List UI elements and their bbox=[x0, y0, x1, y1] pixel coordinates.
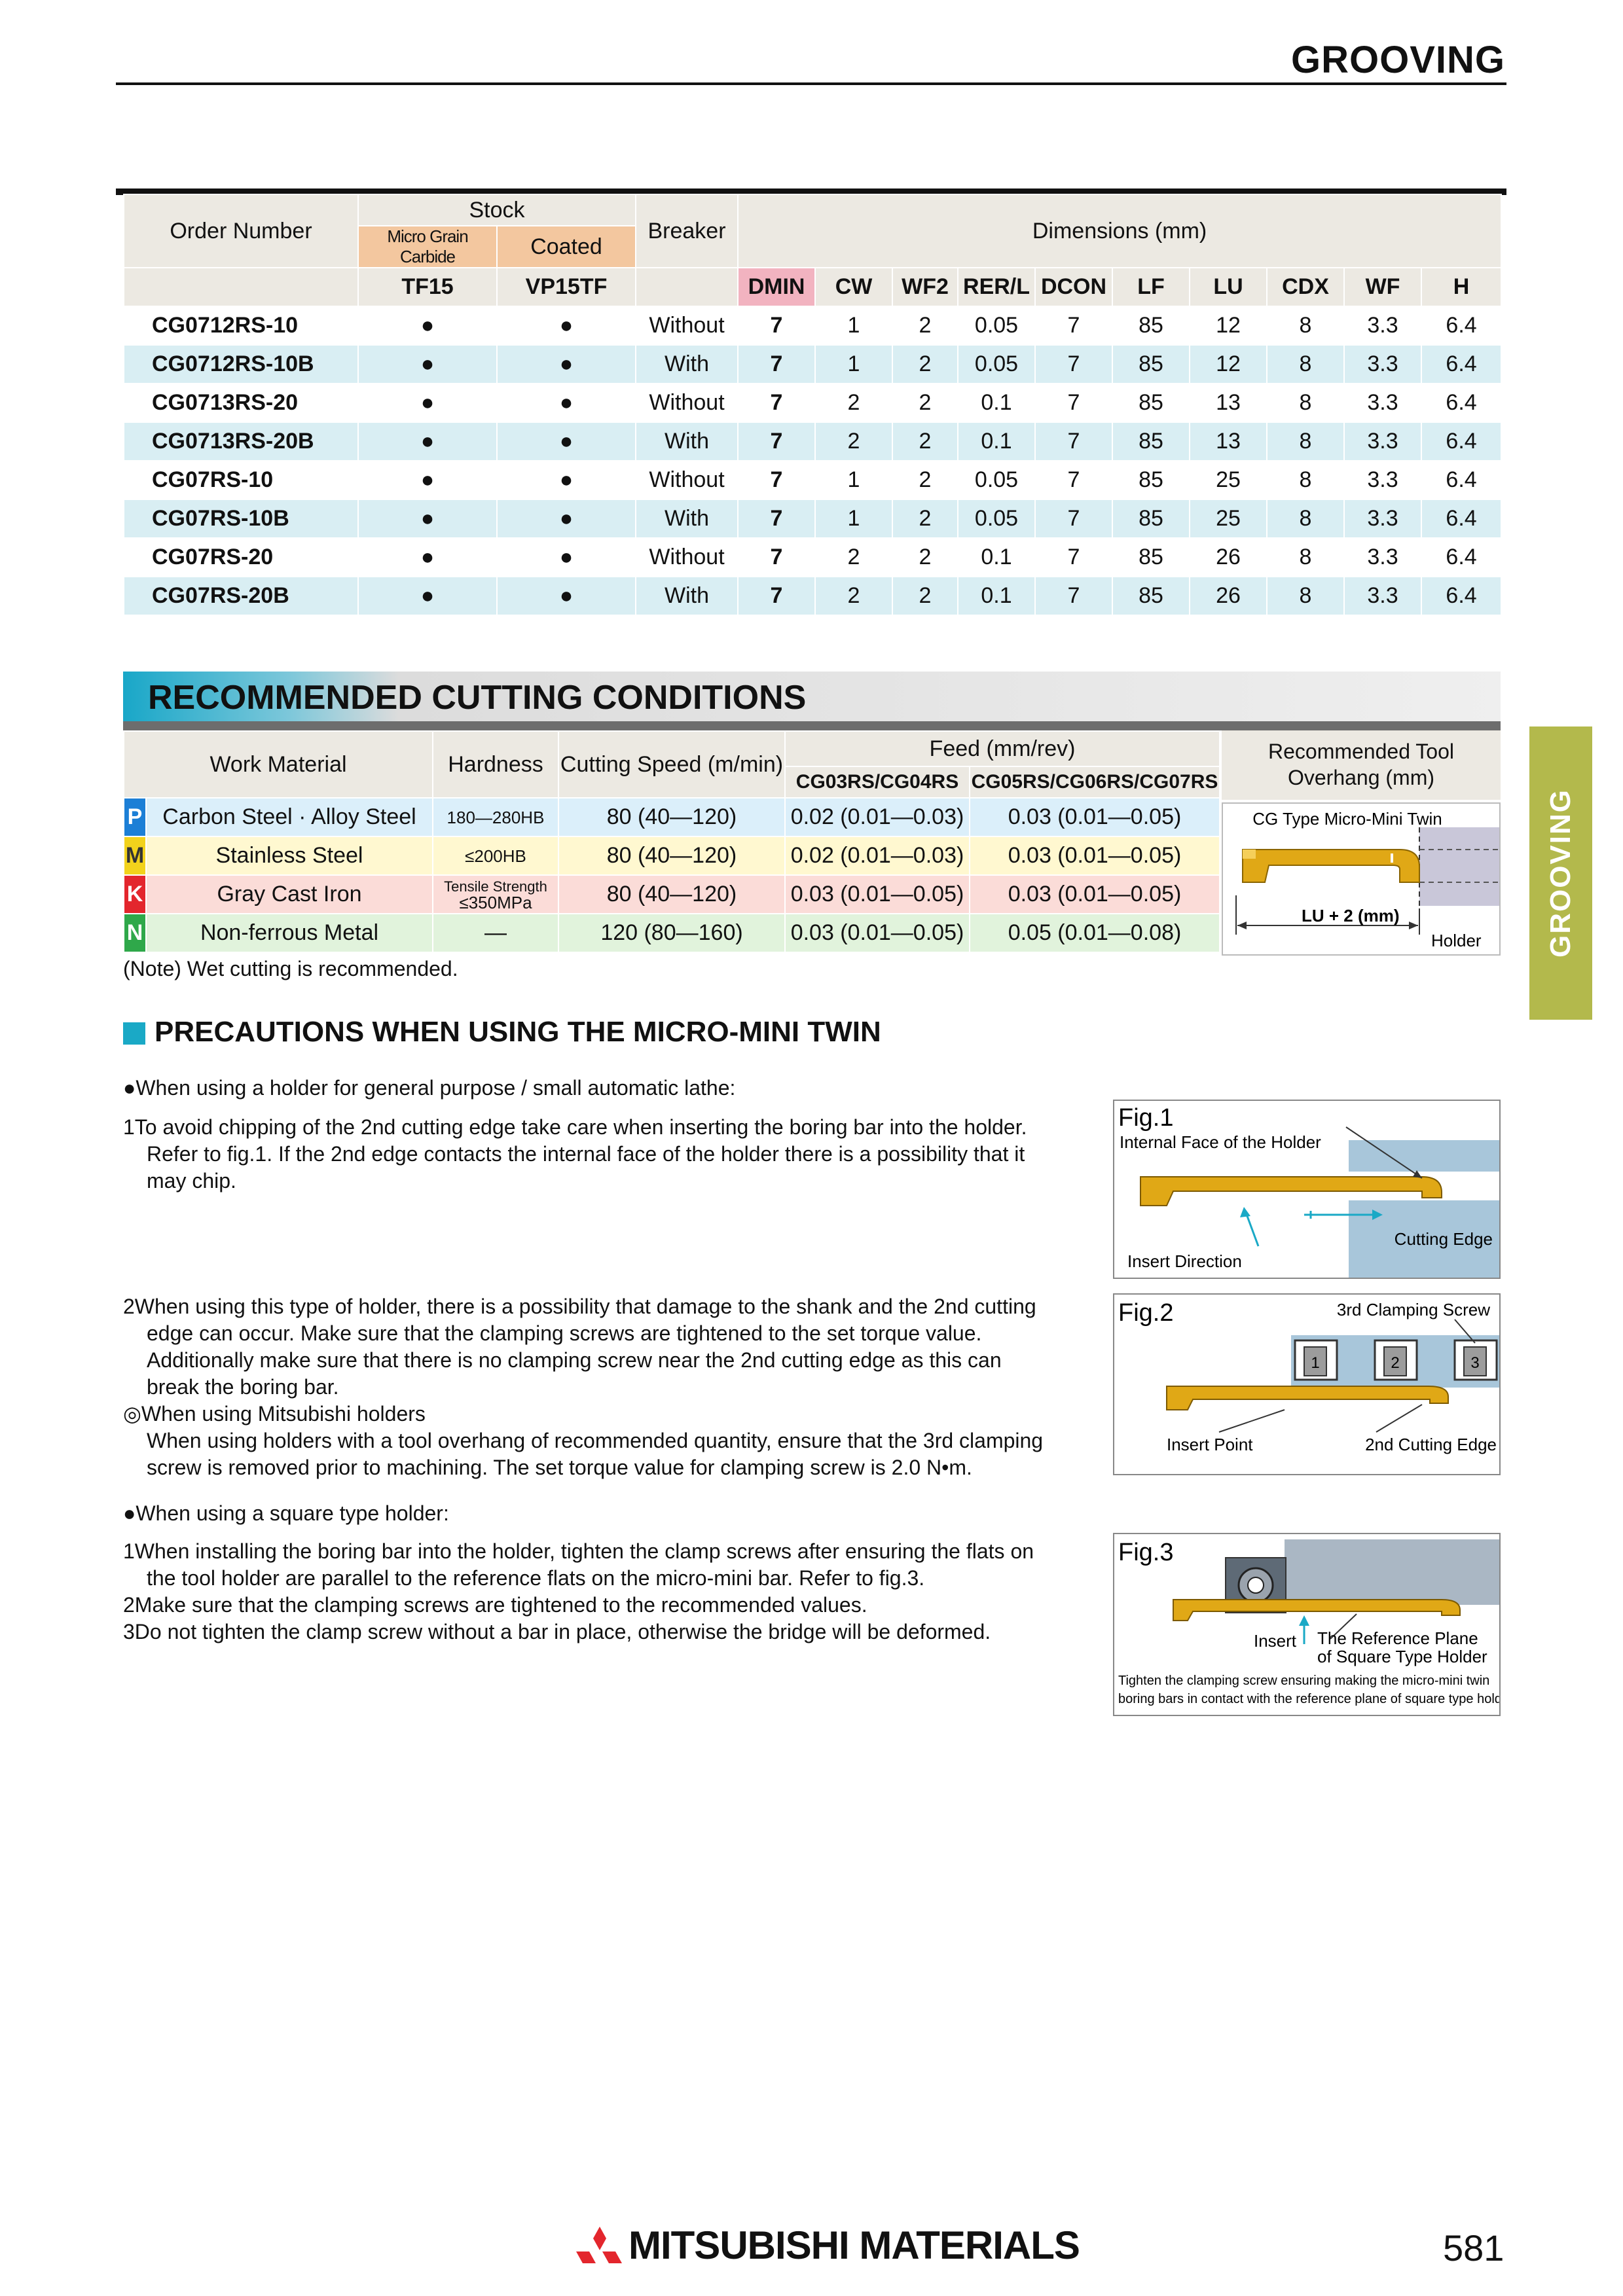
lf-cell: 85 bbox=[1112, 345, 1190, 384]
dcon-cell: 7 bbox=[1035, 306, 1112, 345]
bullet-square-holder: ●When using a square type holder: bbox=[123, 1501, 449, 1525]
order-number-cell: CG07RS-10 bbox=[124, 461, 358, 499]
breaker-cell: Without bbox=[636, 538, 738, 577]
cw-cell: 1 bbox=[815, 461, 892, 499]
table-row bbox=[124, 384, 1501, 422]
section-rule bbox=[123, 721, 1501, 730]
tf15-cell: ● bbox=[358, 577, 497, 615]
wf2-cell: 2 bbox=[892, 422, 958, 461]
product-table bbox=[123, 194, 1502, 616]
mitsubishi-logo-icon bbox=[576, 2227, 623, 2267]
tf15-cell: ● bbox=[358, 345, 497, 384]
dmin-cell: 7 bbox=[738, 345, 815, 384]
header-rule bbox=[116, 82, 1506, 85]
square-holder bbox=[1285, 1539, 1499, 1605]
cutting-conditions-title: RECOMMENDED CUTTING CONDITIONS bbox=[148, 679, 807, 717]
cdx-cell: 8 bbox=[1267, 461, 1344, 499]
wf2-cell: 2 bbox=[892, 345, 958, 384]
cutting-edge-label: Cutting Edge bbox=[1394, 1229, 1493, 1249]
cw-cell: 2 bbox=[815, 538, 892, 577]
table-row bbox=[124, 345, 1501, 384]
lf-cell: 85 bbox=[1112, 538, 1190, 577]
lu-cell: 25 bbox=[1190, 461, 1267, 499]
cdx-cell: 8 bbox=[1267, 499, 1344, 538]
fig3-label: Fig.3 bbox=[1118, 1539, 1174, 1566]
dmin-cell: 7 bbox=[738, 384, 815, 422]
h-cell: 6.4 bbox=[1421, 422, 1501, 461]
header-cw: CW bbox=[815, 268, 892, 306]
cw-cell: 2 bbox=[815, 422, 892, 461]
lf-cell: 85 bbox=[1112, 422, 1190, 461]
cw-cell: 2 bbox=[815, 384, 892, 422]
wf-cell: 3.3 bbox=[1344, 306, 1421, 345]
table-row bbox=[124, 914, 1220, 952]
insert-point-label: Insert Point bbox=[1167, 1435, 1253, 1454]
text-line: edge can occur. Make sure that the clamping screws are tightened to the set torque value. bbox=[147, 1321, 982, 1345]
feed-a: 0.03 (0.01—0.05) bbox=[785, 914, 970, 952]
tf15-cell: ● bbox=[358, 461, 497, 499]
breaker-cell: With bbox=[636, 577, 738, 615]
h-cell: 6.4 bbox=[1421, 577, 1501, 615]
tf15-cell: ● bbox=[358, 384, 497, 422]
lu-cell: 13 bbox=[1190, 422, 1267, 461]
wf-cell: 3.3 bbox=[1344, 577, 1421, 615]
dcon-cell: 7 bbox=[1035, 461, 1112, 499]
wf2-cell: 2 bbox=[892, 384, 958, 422]
wf2-cell: 2 bbox=[892, 461, 958, 499]
vp15tf-cell: ● bbox=[497, 538, 636, 577]
second-edge-label: 2nd Cutting Edge bbox=[1365, 1435, 1497, 1454]
header-overhang: Recommended Tool Overhang (mm) bbox=[1222, 730, 1501, 800]
precaution-square bbox=[123, 1538, 1105, 1645]
hardness-line: ≤350MPa bbox=[459, 892, 532, 912]
header-feed-a: CG03RS/CG04RS bbox=[785, 766, 970, 798]
tf15-cell: ● bbox=[358, 499, 497, 538]
cdx-cell: 8 bbox=[1267, 345, 1344, 384]
table-row bbox=[124, 875, 1220, 914]
header-dimensions: Dimensions (mm) bbox=[738, 194, 1501, 268]
iso-badge-m: M bbox=[124, 836, 146, 875]
header-breaker: Breaker bbox=[636, 194, 738, 268]
work-material: Gray Cast Iron bbox=[146, 875, 433, 914]
table-row bbox=[124, 499, 1501, 538]
vp15tf-cell: ● bbox=[497, 306, 636, 345]
lu-cell: 13 bbox=[1190, 384, 1267, 422]
hardness-line: Tensile Strength bbox=[444, 878, 547, 895]
order-number-cell: CG0712RS-10 bbox=[124, 306, 358, 345]
fig1-label: Fig.1 bbox=[1118, 1104, 1174, 1132]
vp15tf-cell: ● bbox=[497, 577, 636, 615]
h-cell: 6.4 bbox=[1421, 345, 1501, 384]
breaker-cell: With bbox=[636, 422, 738, 461]
page-number: 581 bbox=[1443, 2227, 1504, 2269]
feed-a: 0.03 (0.01—0.05) bbox=[785, 875, 970, 914]
header-wf2: WF2 bbox=[892, 268, 958, 306]
wf2-cell: 2 bbox=[892, 306, 958, 345]
order-number-cell: CG0712RS-10B bbox=[124, 345, 358, 384]
text-line: Additionally make sure that there is no clamping screw near the 2nd cutting edge as this can bbox=[147, 1348, 1002, 1372]
cutting-speed: 80 (40—120) bbox=[558, 798, 785, 836]
breaker-cell: Without bbox=[636, 461, 738, 499]
header-lf: LF bbox=[1112, 268, 1190, 306]
table-row bbox=[124, 306, 1501, 345]
breaker-cell: Without bbox=[636, 306, 738, 345]
header-h: H bbox=[1421, 268, 1501, 306]
figure-2 bbox=[1113, 1293, 1501, 1475]
header-rer: RER/L bbox=[958, 268, 1035, 306]
header-dmin: DMIN bbox=[738, 268, 815, 306]
rer-cell: 0.1 bbox=[958, 422, 1035, 461]
insert-direction-label: Insert Direction bbox=[1127, 1251, 1242, 1271]
bullet-general-holder: ●When using a holder for general purpose / small automatic lathe: bbox=[123, 1076, 736, 1100]
cw-cell: 1 bbox=[815, 306, 892, 345]
text-line: screw is removed prior to machining. The set torque value for clamping screw is 2.0 N•m. bbox=[147, 1456, 972, 1479]
tf15-cell: ● bbox=[358, 422, 497, 461]
cdx-cell: 8 bbox=[1267, 538, 1344, 577]
holder-label: Holder bbox=[1431, 931, 1482, 950]
reference-plane-label: of Square Type Holder bbox=[1317, 1647, 1487, 1666]
text-line: may chip. bbox=[147, 1169, 236, 1193]
third-screw-label: 3rd Clamping Screw bbox=[1336, 1300, 1490, 1319]
dcon-cell: 7 bbox=[1035, 345, 1112, 384]
header-feed: Feed (mm/rev) bbox=[785, 731, 1220, 766]
header-hardness: Hardness bbox=[433, 731, 558, 798]
rer-cell: 0.05 bbox=[958, 461, 1035, 499]
figure-1 bbox=[1113, 1100, 1501, 1279]
feed-b: 0.03 (0.01—0.05) bbox=[970, 798, 1220, 836]
boring-bar-shape bbox=[1173, 1600, 1460, 1621]
table-row bbox=[124, 461, 1501, 499]
cdx-cell: 8 bbox=[1267, 306, 1344, 345]
breaker-cell: With bbox=[636, 345, 738, 384]
rer-cell: 0.05 bbox=[958, 499, 1035, 538]
wf-cell: 3.3 bbox=[1344, 499, 1421, 538]
cutting-speed: 80 (40—120) bbox=[558, 875, 785, 914]
breaker-cell: Without bbox=[636, 384, 738, 422]
header-work-material: Work Material bbox=[124, 731, 433, 798]
lf-cell: 85 bbox=[1112, 461, 1190, 499]
breaker-cell: With bbox=[636, 499, 738, 538]
header-micro-grain-carbide: Micro Grain Carbide bbox=[358, 226, 497, 268]
lu-cell: 12 bbox=[1190, 306, 1267, 345]
hardness bbox=[433, 875, 558, 914]
order-number-cell: CG0713RS-20 bbox=[124, 384, 358, 422]
h-cell: 6.4 bbox=[1421, 306, 1501, 345]
table-row bbox=[124, 538, 1501, 577]
cw-cell: 2 bbox=[815, 577, 892, 615]
side-tab-label bbox=[1529, 726, 1592, 1020]
wf2-cell: 2 bbox=[892, 499, 958, 538]
table-row bbox=[124, 798, 1220, 836]
header-wf: WF bbox=[1344, 268, 1421, 306]
insert-label: Insert bbox=[1253, 1631, 1296, 1651]
dmin-cell: 7 bbox=[738, 422, 815, 461]
fig2-label: Fig.2 bbox=[1118, 1299, 1174, 1327]
cutting-speed: 80 (40—120) bbox=[558, 836, 785, 875]
lu-cell: 26 bbox=[1190, 538, 1267, 577]
feed-a: 0.02 (0.01—0.03) bbox=[785, 836, 970, 875]
header-cdx: CDX bbox=[1267, 268, 1344, 306]
text-line: 1To avoid chipping of the 2nd cutting edge take care when inserting the boring bar into the holder. bbox=[123, 1115, 1027, 1139]
text-line: break the boring bar. bbox=[147, 1375, 339, 1399]
cutting-conditions-table bbox=[123, 730, 1220, 953]
order-number-cell: CG07RS-20B bbox=[124, 577, 358, 615]
order-number-cell: CG07RS-10B bbox=[124, 499, 358, 538]
feed-b: 0.03 (0.01—0.05) bbox=[970, 836, 1220, 875]
lu-cell: 26 bbox=[1190, 577, 1267, 615]
feed-b: 0.05 (0.01—0.08) bbox=[970, 914, 1220, 952]
order-number-cell: CG07RS-20 bbox=[124, 538, 358, 577]
internal-face-label: Internal Face of the Holder bbox=[1120, 1132, 1321, 1152]
iso-badge-k: K bbox=[124, 875, 146, 914]
side-tab-text: GROOVING bbox=[1544, 788, 1577, 958]
tf15-cell: ● bbox=[358, 306, 497, 345]
precautions-title: PRECAUTIONS WHEN USING THE MICRO-MINI TWIN bbox=[155, 1016, 881, 1048]
header-stock: Stock bbox=[358, 194, 636, 226]
section-title: GROOVING bbox=[1290, 39, 1505, 81]
wf-cell: 3.3 bbox=[1344, 538, 1421, 577]
boring-bar-shape bbox=[1167, 1386, 1448, 1410]
wf-cell: 3.3 bbox=[1344, 345, 1421, 384]
header-feed-b: CG05RS/CG06RS/CG07RS bbox=[970, 766, 1220, 798]
precaution-1 bbox=[123, 1114, 1105, 1194]
rer-cell: 0.1 bbox=[958, 538, 1035, 577]
wf2-cell: 2 bbox=[892, 538, 958, 577]
dmin-cell: 7 bbox=[738, 538, 815, 577]
header-blank bbox=[124, 268, 358, 306]
hardness: ≤200HB bbox=[433, 836, 558, 875]
dcon-cell: 7 bbox=[1035, 499, 1112, 538]
lf-cell: 85 bbox=[1112, 384, 1190, 422]
figure-3 bbox=[1113, 1533, 1501, 1716]
text-line: the tool holder are parallel to the reference flats on the micro-mini bar. Refer to fig.3. bbox=[147, 1566, 925, 1590]
wf-cell: 3.3 bbox=[1344, 384, 1421, 422]
rer-cell: 0.1 bbox=[958, 577, 1035, 615]
text-line: 2Make sure that the clamping screws are tightened to the recommended values. bbox=[123, 1593, 867, 1617]
cw-cell: 1 bbox=[815, 499, 892, 538]
text-line: Refer to fig.1. If the 2nd edge contacts the internal face of the holder there is a possibility that it bbox=[147, 1142, 1025, 1166]
header-order-number: Order Number bbox=[124, 194, 358, 268]
vp15tf-cell: ● bbox=[497, 422, 636, 461]
header-coated: Coated bbox=[497, 226, 636, 268]
header-speed: Cutting Speed (m/min) bbox=[558, 731, 785, 798]
screw-number: 1 bbox=[1311, 1354, 1320, 1372]
section-bullet-square bbox=[123, 1022, 145, 1045]
lf-cell: 85 bbox=[1112, 499, 1190, 538]
feed-b: 0.03 (0.01—0.05) bbox=[970, 875, 1220, 914]
hardness: — bbox=[433, 914, 558, 952]
table-row bbox=[124, 577, 1501, 615]
brand-name: MITSUBISHI MATERIALS bbox=[629, 2223, 1080, 2267]
cutting-speed: 120 (80—160) bbox=[558, 914, 785, 952]
text-line: ◎When using Mitsubishi holders bbox=[123, 1402, 426, 1426]
rer-cell: 0.05 bbox=[958, 345, 1035, 384]
h-cell: 6.4 bbox=[1421, 384, 1501, 422]
overhang-diagram bbox=[1223, 804, 1499, 954]
dcon-cell: 7 bbox=[1035, 422, 1112, 461]
vp15tf-cell: ● bbox=[497, 384, 636, 422]
hardness: 180—280HB bbox=[433, 798, 558, 836]
table-row bbox=[124, 836, 1220, 875]
wf2-cell: 2 bbox=[892, 577, 958, 615]
vp15tf-cell: ● bbox=[497, 345, 636, 384]
rer-cell: 0.1 bbox=[958, 384, 1035, 422]
wf-cell: 3.3 bbox=[1344, 461, 1421, 499]
iso-badge-n: N bbox=[124, 914, 146, 952]
dmin-cell: 7 bbox=[738, 499, 815, 538]
dcon-cell: 7 bbox=[1035, 538, 1112, 577]
lu-cell: 25 bbox=[1190, 499, 1267, 538]
header-grade-vp15tf: VP15TF bbox=[497, 268, 636, 306]
table-row bbox=[124, 422, 1501, 461]
precaution-2 bbox=[123, 1293, 1105, 1481]
holder-block bbox=[1419, 827, 1499, 906]
screw-number: 2 bbox=[1391, 1354, 1400, 1372]
header-grade-tf15: TF15 bbox=[358, 268, 497, 306]
holder-body bbox=[1349, 1140, 1499, 1278]
reference-plane-label: The Reference Plane bbox=[1317, 1628, 1478, 1648]
fig3-caption: boring bars in contact with the reference plane of square type holder. bbox=[1118, 1692, 1499, 1706]
overhang-caption: CG Type Micro-Mini Twin bbox=[1252, 809, 1442, 829]
dcon-cell: 7 bbox=[1035, 577, 1112, 615]
tf15-cell: ● bbox=[358, 538, 497, 577]
cdx-cell: 8 bbox=[1267, 422, 1344, 461]
iso-badge-p: P bbox=[124, 798, 146, 836]
text-line: When using holders with a tool overhang of recommended quantity, ensure that the 3rd clamping bbox=[147, 1429, 1044, 1452]
h-cell: 6.4 bbox=[1421, 499, 1501, 538]
overhang-lu-label: LU + 2 (mm) bbox=[1302, 906, 1400, 925]
rer-cell: 0.05 bbox=[958, 306, 1035, 345]
header-lu: LU bbox=[1190, 268, 1267, 306]
work-material: Carbon Steel · Alloy Steel bbox=[146, 798, 433, 836]
lf-cell: 85 bbox=[1112, 306, 1190, 345]
wf-cell: 3.3 bbox=[1344, 422, 1421, 461]
lu-cell: 12 bbox=[1190, 345, 1267, 384]
header-dcon: DCON bbox=[1035, 268, 1112, 306]
feed-a: 0.02 (0.01—0.03) bbox=[785, 798, 970, 836]
header-blank bbox=[636, 268, 738, 306]
vp15tf-cell: ● bbox=[497, 461, 636, 499]
h-cell: 6.4 bbox=[1421, 538, 1501, 577]
note-text: (Note) Wet cutting is recommended. bbox=[123, 957, 458, 980]
dmin-cell: 7 bbox=[738, 577, 815, 615]
h-cell: 6.4 bbox=[1421, 461, 1501, 499]
screw-number: 3 bbox=[1470, 1354, 1480, 1372]
vp15tf-cell: ● bbox=[497, 499, 636, 538]
dcon-cell: 7 bbox=[1035, 384, 1112, 422]
lf-cell: 85 bbox=[1112, 577, 1190, 615]
dmin-cell: 7 bbox=[738, 461, 815, 499]
text-line: 1When installing the boring bar into the holder, tighten the clamp screws after ensuring the flats on bbox=[123, 1539, 1034, 1563]
dmin-cell: 7 bbox=[738, 306, 815, 345]
overhang-figure bbox=[1222, 802, 1501, 956]
cdx-cell: 8 bbox=[1267, 384, 1344, 422]
order-number-cell: CG0713RS-20B bbox=[124, 422, 358, 461]
work-material: Non-ferrous Metal bbox=[146, 914, 433, 952]
cdx-cell: 8 bbox=[1267, 577, 1344, 615]
fig3-caption: Tighten the clamping screw ensuring making the micro-mini twin bbox=[1118, 1674, 1490, 1688]
cw-cell: 1 bbox=[815, 345, 892, 384]
text-line: 2When using this type of holder, there is a possibility that damage to the shank and the 2nd cutting bbox=[123, 1295, 1036, 1318]
text-line: 3Do not tighten the clamp screw without a bar in place, otherwise the bridge will be deformed. bbox=[123, 1620, 991, 1643]
work-material: Stainless Steel bbox=[146, 836, 433, 875]
